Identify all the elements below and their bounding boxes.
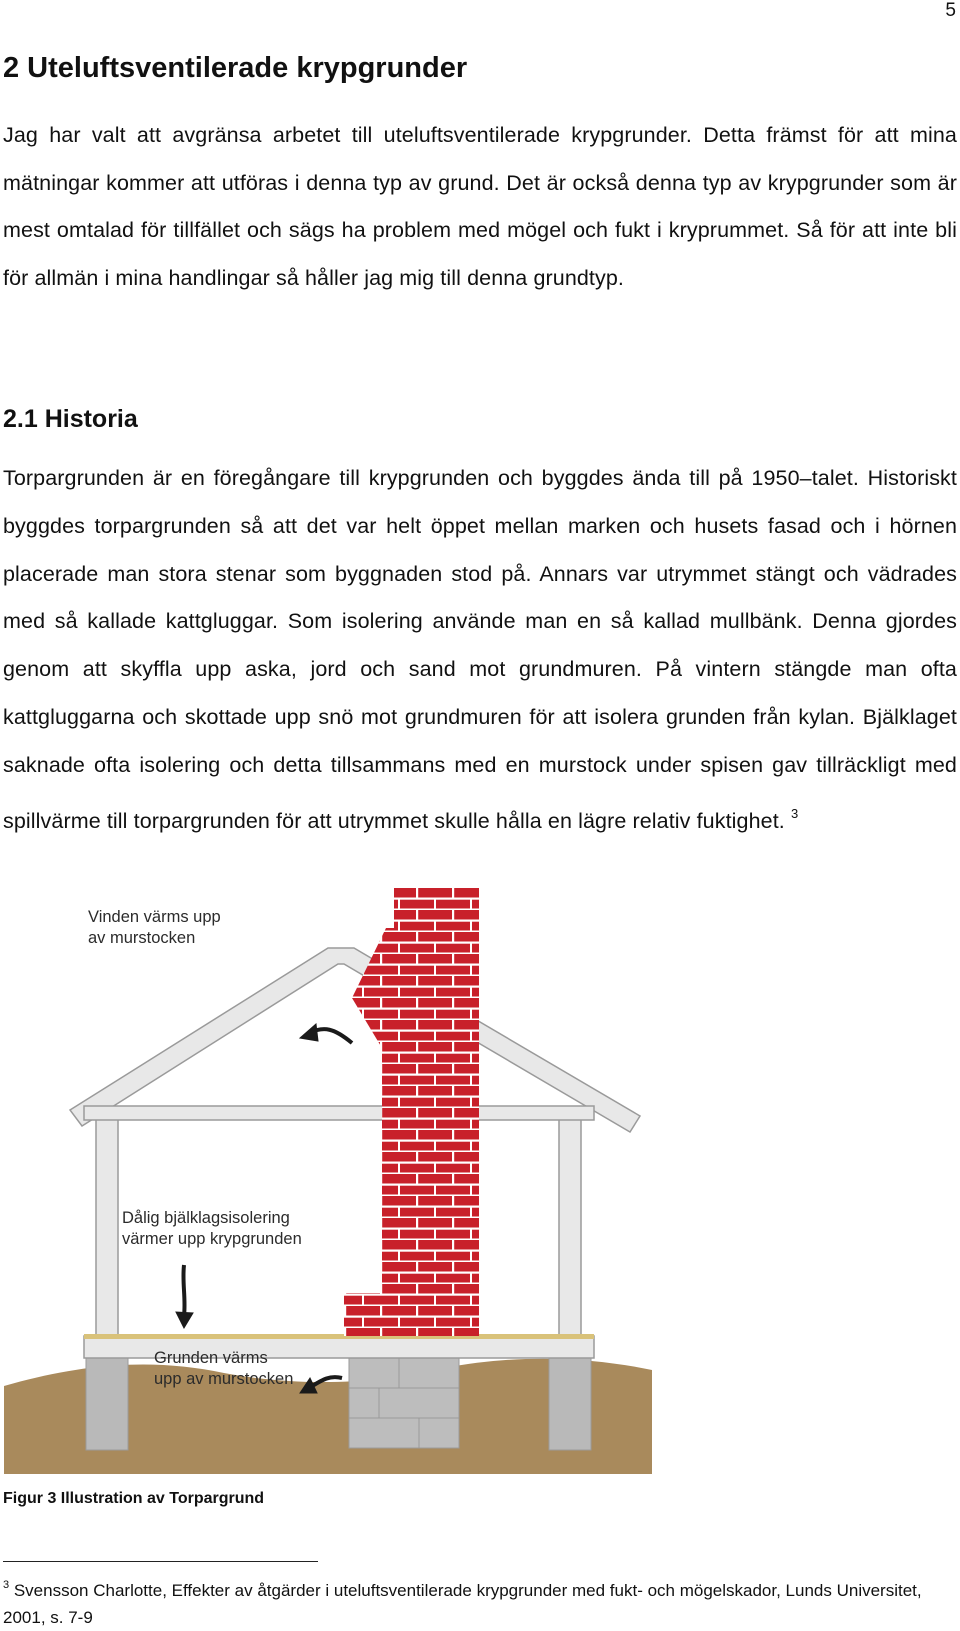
intro-paragraph: Jag har valt att avgränsa arbetet till uteluftsventilerade krypgrunder. Detta främst för att mina mätningar kommer att utföras i denna typ av grund. Det är också denna typ av krypgrunder som är mest omtalad för tillfället och sägs ha problem med mögel och fukt i kryprummet. Så för att inte bli för allmän i mina handlingar så håller jag mig till denna grundtyp. <box>3 123 957 290</box>
label-ground-line1: Grunden värms <box>154 1349 268 1367</box>
footnote <box>3 1572 953 1631</box>
label-attic-line1: Vinden värms upp <box>88 908 221 926</box>
label-ground-line2: upp av murstocken <box>154 1370 294 1388</box>
label-floor-line1: Dålig bjälklagsisolering <box>122 1209 290 1227</box>
label-floor-line2: värmer upp krypgrunden <box>122 1230 302 1248</box>
footnote-text: Svensson Charlotte, Effekter av åtgärder i uteluftsventilerade krypgrunder med fukt- och mögelskador, Lunds Universitet, 2001, s. 7-9 <box>3 1581 922 1627</box>
history-text: Torpargrunden är en föregångare till krypgrunden och byggdes ända till på 1950–talet. Historiskt byggdes torpargrunden så att det var helt öppet mellan marken och husets fasad och i hörnen placerade man stora stenar som byggnaden stod på. Annars var utrymmet stängt och vädrades med så kallade kattgluggar. Som isolering använde man en så kallad mullbänk. Denna gjordes genom att skyffla upp aska, jord och sand mot grundmuren. På vintern stängde man ofta kattgluggarna och skottade upp snö mot grundmuren för att isolera grunden från kylan. Bjälklaget saknade ofta isolering och detta tillsammans med en murstock under spisen gav tillräckligt med spillvärme till torpargrunden för att utrymmet skulle hålla en lägre relativ fuktighet. <box>3 466 957 833</box>
section-heading: 2 Uteluftsventilerade krypgrunder <box>3 52 468 84</box>
footnote-mark: 3 <box>3 1579 10 1591</box>
footnote-divider <box>3 1561 318 1562</box>
page-number: 5 <box>945 0 956 21</box>
history-paragraph <box>3 455 957 845</box>
label-attic-line2: av murstocken <box>88 929 196 947</box>
footnote-reference: 3 <box>790 805 799 821</box>
figure-caption: Figur 3 Illustration av Torpargrund <box>3 1490 265 1507</box>
subsection-heading: 2.1 Historia <box>3 405 138 433</box>
torpargrund-illustration <box>4 888 652 1474</box>
